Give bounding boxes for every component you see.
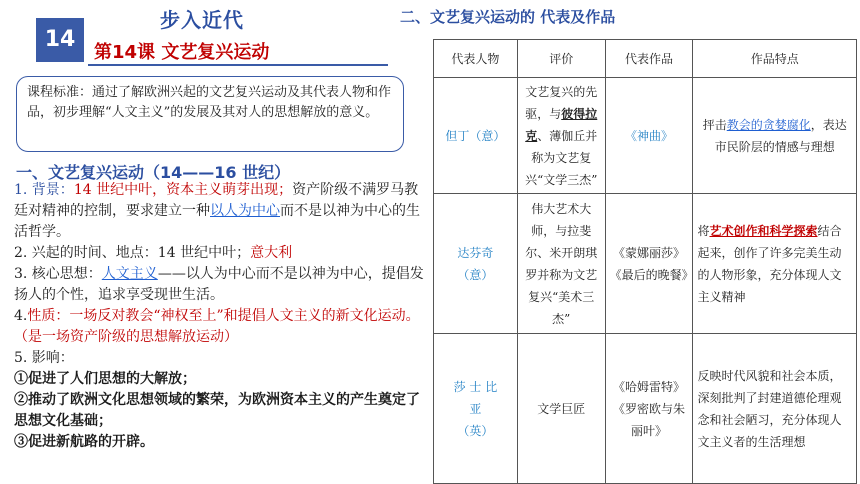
works-shakespeare <box>605 334 693 484</box>
person-name: 莎 士 比 <box>453 379 498 394</box>
person-country: （英） <box>457 423 494 438</box>
core-idea-link[interactable]: 人文主义 <box>101 266 158 282</box>
table-row <box>434 194 857 334</box>
badge-underline <box>36 60 84 62</box>
features-shakespeare: 反映时代风貌和社会本质，深刻批判了封建道德伦理观念和社会陋习，充分体现人文主义者的生活理想 <box>693 334 857 484</box>
header-evaluation: 评价 <box>517 40 605 78</box>
nature-item <box>14 306 424 348</box>
eval-text-end: 、薄伽丘并称为文艺复兴“文学三杰” <box>525 128 598 187</box>
influence-point-3: ③促进新航路的开辟。 <box>14 434 154 450</box>
person-shakespeare <box>434 334 518 484</box>
feat-text-end: 结合起来，创作了许多完美生动的人物形象，充分体现人文主义精神 <box>697 223 842 304</box>
evaluation-davinci: 伟大艺术大师，与拉斐尔、米开朗琪罗并称为文艺复兴“美术三杰” <box>517 194 605 334</box>
feat-text: 将 <box>697 223 710 238</box>
feat-text-end: ，表达市民阶层的情感与理想 <box>714 117 847 154</box>
nature-label: 4. <box>14 308 28 324</box>
background-link[interactable]: 以人为中心 <box>210 203 280 219</box>
core-idea-label: 3. 核心思想： <box>14 266 102 282</box>
evaluation-shakespeare: 文学巨匠 <box>517 334 605 484</box>
representatives-table <box>433 39 857 484</box>
time-place-label: 2. 兴起的时间、地点：14 世纪中叶； <box>14 245 251 261</box>
unit-title: 步入近代 <box>160 8 244 32</box>
section1-title: 一、文艺复兴运动（14——16 世纪） <box>16 163 291 182</box>
header-features: 作品特点 <box>693 40 857 78</box>
person-country: （意） <box>457 267 494 282</box>
title-underline <box>88 64 388 66</box>
feat-link[interactable]: 教会的贪婪腐化 <box>726 117 811 132</box>
eval-underline: 彼得拉克 <box>525 106 598 143</box>
section1-body <box>14 180 424 453</box>
influence-point-1: ①促进了人们思想的大解放； <box>14 371 196 387</box>
eval-text: 文艺复兴的先驱，与 <box>525 84 598 121</box>
background-key: 14 世纪中叶，资本主义萌芽出现； <box>73 182 293 198</box>
influence-label: 5. 影响： <box>14 350 74 366</box>
background-label: 1. 背景： <box>14 182 74 198</box>
background-text: 资产阶级不满罗马教廷对精神的控制，要求建立一种 <box>14 182 419 219</box>
work-item: 《蒙娜丽莎》 <box>613 245 686 260</box>
background-text-end: 而不是以神为中心的生活哲学。 <box>14 203 420 240</box>
work-item: 《最后的晚餐》 <box>609 267 694 282</box>
person-name-end: 亚 <box>469 401 482 416</box>
features-dante <box>693 78 857 194</box>
work-item: 《哈姆雷特》 <box>613 379 686 394</box>
feat-text: 抨击 <box>702 117 727 132</box>
time-place-key: 意大利 <box>250 245 293 261</box>
work-item: 《罗密欧与朱丽叶》 <box>613 401 686 438</box>
table-header-row <box>434 40 857 78</box>
person-dante: 但丁（意） <box>434 78 518 194</box>
features-davinci <box>693 194 857 334</box>
header-works: 代表作品 <box>605 40 693 78</box>
nature-text: 性质：一场反对教会“神权至上”和提倡人文主义的新文化运动。（是一场资产阶级的思想解放运动） <box>14 308 420 345</box>
lesson-title: 第14课 文艺复兴运动 <box>94 42 270 63</box>
section2-title: 二、文艺复兴运动的 代表及作品 <box>400 8 616 26</box>
table-row <box>434 78 857 194</box>
table-row <box>434 334 857 484</box>
evaluation-dante <box>517 78 605 194</box>
background-item <box>14 180 424 243</box>
lesson-number-badge: 14 <box>36 18 84 60</box>
person-davinci <box>434 194 518 334</box>
core-idea-text: ——以人为中心而不是以神为中心，提倡发扬人的个性，追求享受现世生活。 <box>14 266 424 303</box>
person-name: 达芬奇 <box>457 245 494 260</box>
time-place-item <box>14 243 424 264</box>
works-dante: 《神曲》 <box>605 78 693 194</box>
core-idea-item <box>14 264 424 306</box>
feat-highlight: 艺术创作和科学探索 <box>709 223 818 238</box>
influence-point-2: ②推动了欧洲文化思想领域的繁荣，为欧洲资本主义的产生奠定了思想文化基础； <box>14 392 420 429</box>
curriculum-standard-box: 课程标准：通过了解欧洲兴起的文艺复兴运动及其代表人物和作品，初步理解“人文主义”的发展及其对人的思想解放的意义。 <box>16 76 404 152</box>
works-davinci <box>605 194 693 334</box>
header-person: 代表人物 <box>434 40 518 78</box>
